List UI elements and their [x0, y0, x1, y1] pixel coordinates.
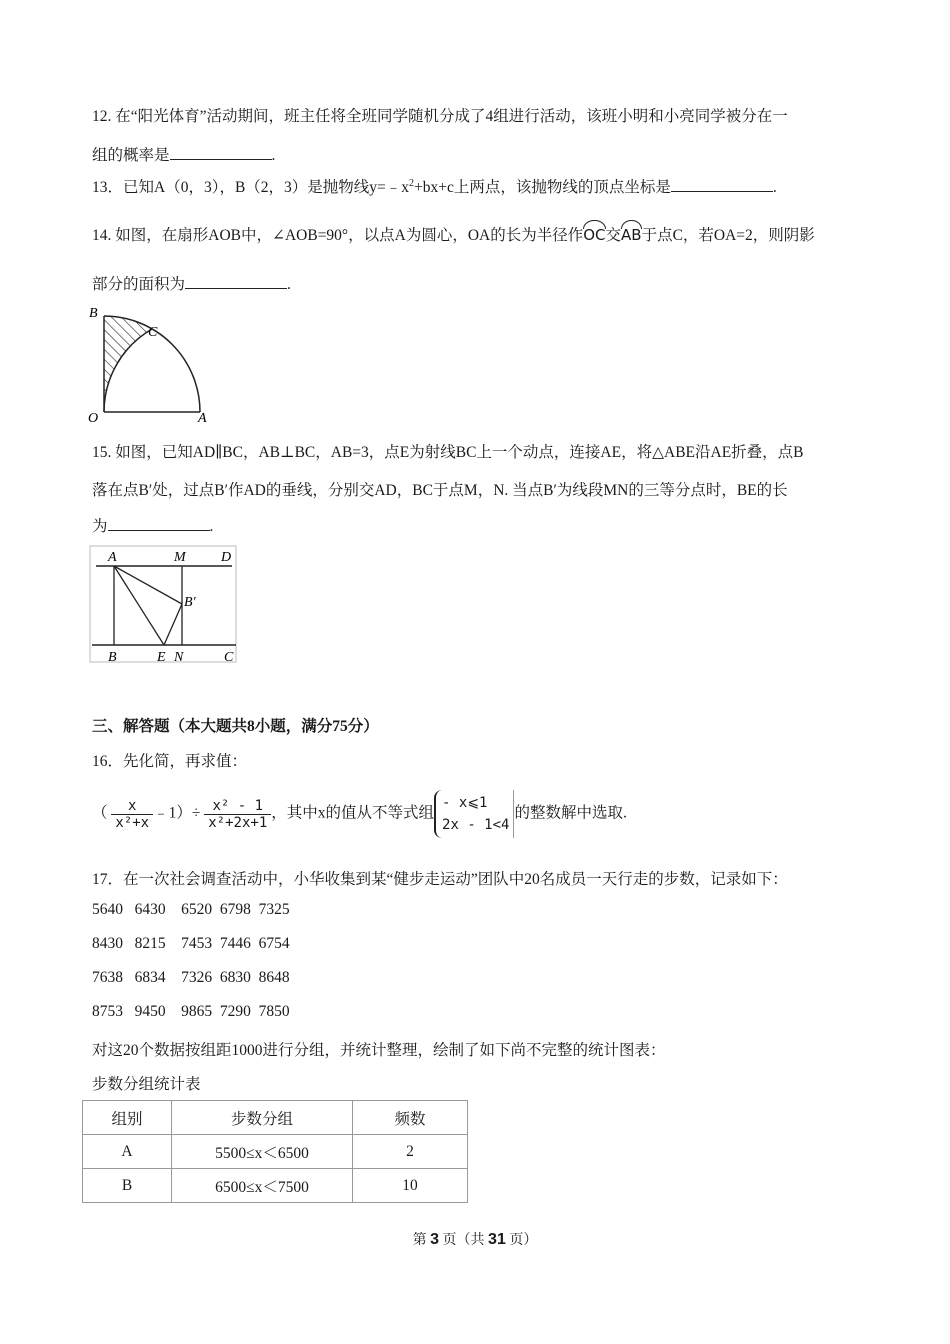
section-title: 三、解答题（本大题共8小题，满分75分）: [92, 718, 379, 735]
total-pages: 31: [488, 1231, 506, 1248]
q12-line2: [92, 143, 275, 165]
table-cell: B: [83, 1169, 172, 1203]
fraction-2: [204, 798, 271, 831]
answer-blank: [185, 274, 287, 289]
segment-ae: [114, 566, 164, 645]
frequency-table: [82, 1100, 468, 1203]
q14-mid: 交: [605, 227, 622, 244]
label-b-prime: B′: [184, 595, 196, 610]
table-cell: 2: [353, 1135, 468, 1169]
label-b: B: [108, 650, 117, 665]
label-c: C: [224, 650, 234, 665]
header-cell: 频数: [353, 1101, 468, 1135]
answer-blank: [170, 145, 272, 160]
q16-tail: 的整数解中选取.: [514, 804, 627, 822]
inequality-2: 2x - 1<4: [442, 817, 510, 833]
table-row: [83, 1135, 468, 1169]
label-m: M: [174, 550, 186, 565]
footer-post: 页）: [509, 1233, 538, 1248]
fold-figure: [88, 544, 238, 666]
q15-line3: [92, 514, 213, 536]
fraction-1-denominator: x²+x: [115, 814, 150, 831]
q13-end: .: [772, 179, 777, 196]
label-c: C: [148, 325, 158, 340]
footer-pre: 第: [412, 1233, 427, 1248]
label-e: E: [157, 650, 166, 665]
q16-title: 16．先化简，再求值：: [92, 753, 248, 770]
table-header-row: [83, 1101, 468, 1135]
q17-title: 17．在一次社会调查活动中，小华收集到某“健步走运动”团队中20名成员一天行走的步数，记录如下：: [92, 871, 788, 888]
table-row: [83, 1169, 468, 1203]
fraction-1: [111, 798, 153, 831]
table-cell: 5500≤x＜6500: [172, 1135, 353, 1169]
q13-sup: 2: [409, 177, 415, 189]
label-a: A: [108, 550, 117, 565]
table-cell: 6500≤x＜7500: [172, 1169, 353, 1203]
label-a: A: [198, 411, 207, 424]
answer-blank: [671, 177, 773, 192]
header-cell: 步数分组: [172, 1101, 353, 1135]
q14-line2: [92, 272, 291, 294]
q12-end: .: [271, 147, 276, 164]
q14-pre: 14. 如图，在扇形AOB中，∠AOB=90°，以点A为圆心，OA的长为半径作: [92, 227, 584, 244]
current-page: 3: [430, 1231, 440, 1248]
label-n: N: [174, 650, 184, 665]
label-o: O: [88, 411, 99, 424]
q14-post: 于点C，若OA=2，则阴影: [641, 227, 815, 244]
data-row: 8753 9450 9865 7290 7850: [92, 1003, 290, 1020]
data-row: 7638 6834 7326 6830 8648: [92, 969, 290, 986]
q15-line2: 落在点B′处，过点B′作AD的垂线，分别交AD，BC于点M，N. 当点B′为线段MN的三等分点时，BE的长: [92, 482, 788, 499]
segment-ab-prime: [114, 566, 182, 604]
fraction-2-numerator: x² - 1: [204, 798, 271, 815]
label-d: D: [221, 550, 232, 565]
open-paren: （: [92, 804, 108, 822]
fraction-1-numerator: x: [111, 798, 153, 815]
q15-line1: 15. 如图，已知AD∥BC，AB⊥BC，AB=3，点E为射线BC上一个动点，连接AE，将△ABE沿AE折叠，点B: [92, 444, 804, 461]
shaded-region: [104, 316, 152, 405]
q14-end: .: [287, 276, 291, 293]
q13-line: [92, 175, 777, 197]
data-row: 5640 6430 6520 6798 7325: [92, 901, 290, 918]
q13-post: +bx+c上两点，该抛物线的顶点坐标是: [414, 179, 671, 196]
q17-desc: 对这20个数据按组距1000进行分组，并统计整理，绘制了如下尚不完整的统计图表：: [92, 1042, 666, 1059]
sector-figure: [86, 302, 216, 424]
q12-line1: 12. 在“阳光体育”活动期间，班主任将全班同学随机分成了4组进行活动，该班小明和小亮同学被分在一: [92, 108, 788, 125]
header-cell: 组别: [83, 1101, 172, 1135]
table-title: 步数分组统计表: [92, 1076, 201, 1093]
q14-text2: 部分的面积为: [92, 276, 186, 293]
q16-expression: [92, 790, 627, 838]
q14-line1: [92, 222, 815, 245]
q16-text: ，其中x的值从不等式组: [271, 804, 435, 822]
footer-mid: 页（共: [442, 1233, 485, 1248]
arc-ab: AB: [621, 222, 642, 244]
inequality-system: [434, 790, 514, 838]
table-cell: 10: [353, 1169, 468, 1203]
arc-oc: OC: [583, 222, 605, 244]
table-cell: A: [83, 1135, 172, 1169]
fraction-2-denominator: x²+2x+1: [208, 814, 268, 831]
inequality-1: - x⩽1: [442, 795, 488, 811]
q15-text3: 为: [92, 518, 108, 535]
minus-one-divide: ﹣1）÷: [153, 804, 201, 822]
label-b: B: [89, 306, 98, 321]
page-footer: [0, 1229, 950, 1249]
segment-e-b-prime: [164, 604, 182, 645]
answer-blank: [108, 516, 210, 531]
q12-text: 组的概率是: [92, 147, 170, 164]
q15-end: .: [209, 518, 214, 535]
q13-pre: 13．已知A（0，3），B（2，3）是抛物线y=﹣x: [92, 179, 410, 196]
data-row: 8430 8215 7453 7446 6754: [92, 935, 290, 952]
